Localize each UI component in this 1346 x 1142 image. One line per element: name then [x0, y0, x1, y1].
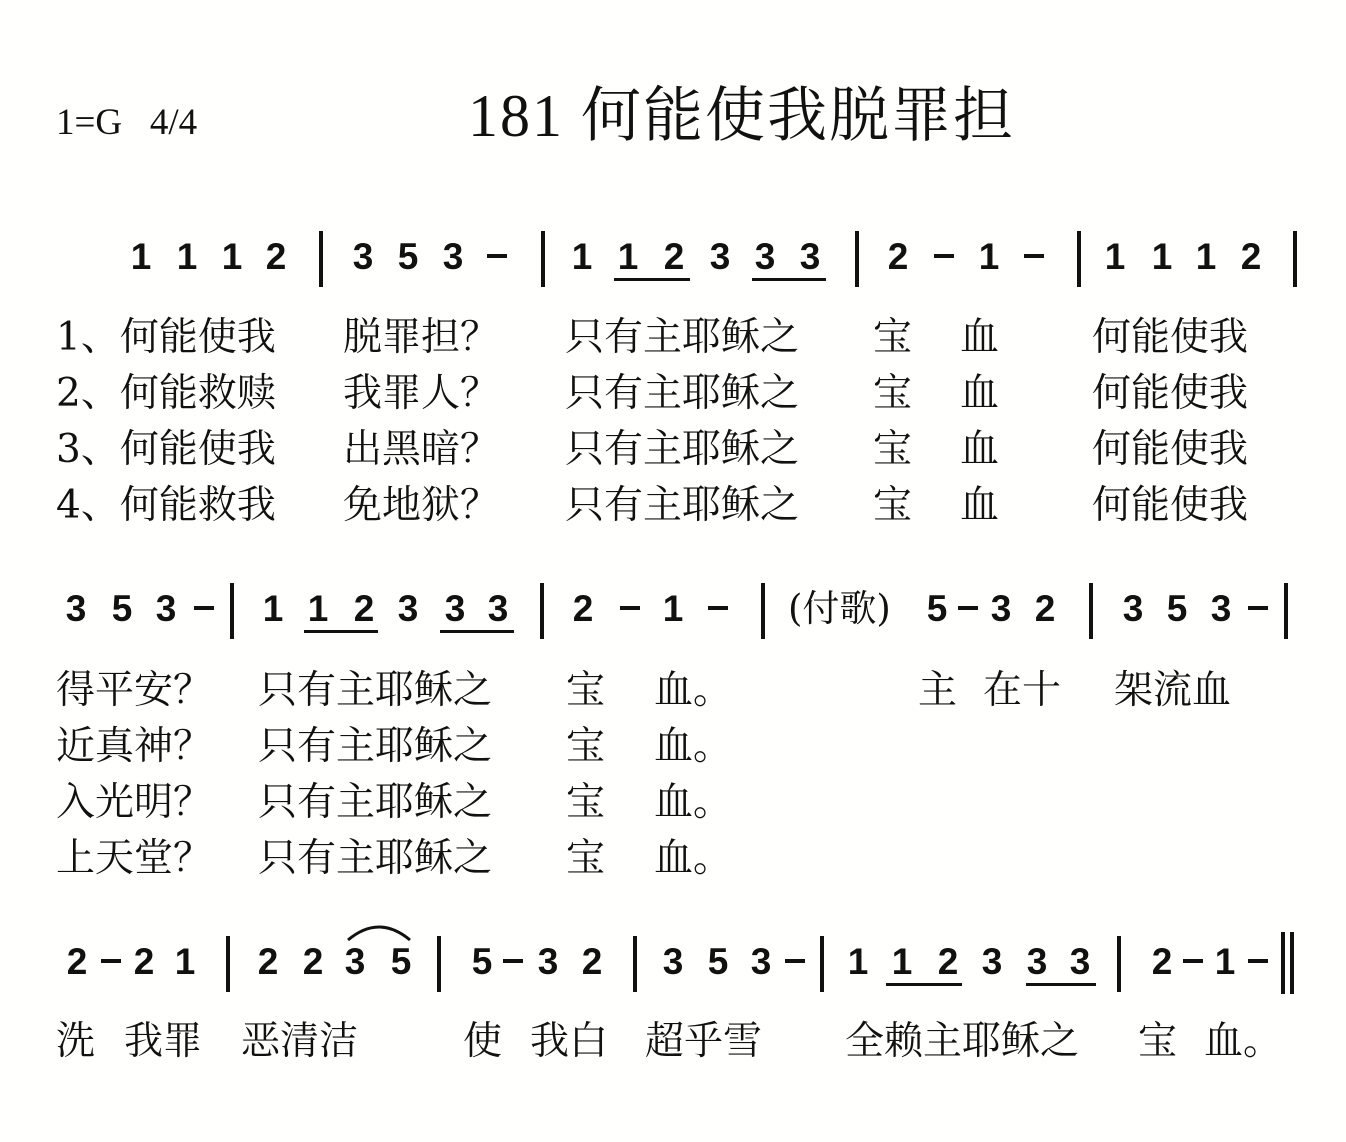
lyric: 入光明？ — [56, 780, 213, 825]
note: 1 — [978, 236, 1000, 277]
note: 2 — [1034, 588, 1056, 629]
dash-mark — [785, 959, 805, 963]
lyric: 主 — [918, 668, 958, 713]
barline — [1284, 583, 1288, 639]
lyric: 得平安？ — [56, 668, 213, 713]
lyric: 血。 — [654, 668, 733, 713]
note: 1 — [891, 941, 913, 982]
lyric: 使 — [463, 1019, 503, 1064]
lyric: 宝 — [873, 315, 913, 360]
note: 1 — [1195, 236, 1217, 277]
note: 5 — [1166, 588, 1188, 629]
note: 3 — [352, 236, 374, 277]
lyric: 宝 — [873, 427, 913, 472]
note: 2 — [353, 588, 375, 629]
lyric: 血。 — [1204, 1019, 1283, 1064]
note: 2 — [581, 941, 603, 982]
lyric: 宝 — [566, 724, 606, 769]
tie-mark — [344, 918, 414, 944]
barline — [820, 936, 824, 992]
note: 1 — [662, 588, 684, 629]
note: 2 — [66, 941, 88, 982]
dash-mark — [1248, 959, 1268, 963]
lyric: 宝 — [566, 780, 606, 825]
lyric: 血。 — [654, 724, 733, 769]
note: 1 — [174, 941, 196, 982]
lyric: 血 — [960, 315, 1000, 360]
note: 3 — [344, 941, 366, 982]
note: 2 — [302, 941, 324, 982]
note: 1 — [307, 588, 329, 629]
note: 3 — [442, 236, 464, 277]
lyric: 只有主耶稣之 — [565, 315, 800, 360]
note: 1 — [847, 941, 869, 982]
note: 3 — [1069, 941, 1091, 982]
note: 5 — [471, 941, 493, 982]
lyric: 架流血 — [1114, 668, 1232, 713]
underline — [614, 278, 690, 281]
underline — [886, 983, 962, 986]
lyric: 何能使我 — [1092, 371, 1249, 416]
lyric: 3、何能使我 — [56, 427, 276, 472]
barline — [1293, 231, 1297, 287]
barline — [1117, 936, 1121, 992]
barline — [540, 583, 544, 639]
note: 3 — [709, 236, 731, 277]
lyric: 宝 — [566, 668, 606, 713]
note: 1 — [176, 236, 198, 277]
note: 2 — [887, 236, 909, 277]
lyric: 宝 — [873, 483, 913, 528]
note: 3 — [990, 588, 1012, 629]
lyric: 只有主耶稣之 — [565, 427, 800, 472]
note: 2 — [257, 941, 279, 982]
key-and-time-signature — [56, 104, 197, 141]
lyric: 只有主耶稣之 — [565, 483, 800, 528]
note: 3 — [487, 588, 509, 629]
note: 3 — [1122, 588, 1144, 629]
note: 2 — [937, 941, 959, 982]
underline — [752, 278, 826, 281]
note: 3 — [397, 588, 419, 629]
underline — [304, 630, 378, 633]
note: 5 — [111, 588, 133, 629]
lyric: 血 — [960, 427, 1000, 472]
lyric: 血。 — [654, 836, 733, 881]
note: 2 — [572, 588, 594, 629]
note: 3 — [662, 941, 684, 982]
dash-mark — [1024, 254, 1044, 258]
lyric: 近真神？ — [56, 724, 213, 769]
note: 3 — [754, 236, 776, 277]
barline — [1077, 231, 1081, 287]
note: 3 — [1026, 941, 1048, 982]
note: 2 — [133, 941, 155, 982]
note: 2 — [1240, 236, 1262, 277]
underline — [1026, 983, 1096, 986]
note: 3 — [981, 941, 1003, 982]
final-barline — [1290, 932, 1294, 994]
lyric: 我白 — [530, 1019, 609, 1064]
refrain-label: (付歌) — [788, 587, 891, 630]
barline — [541, 231, 545, 287]
note: 1 — [262, 588, 284, 629]
note: 3 — [799, 236, 821, 277]
lyric: 宝 — [566, 836, 606, 881]
note: 5 — [926, 588, 948, 629]
barline — [1089, 583, 1093, 639]
lyric: 2、何能救赎 — [56, 371, 276, 416]
note: 2 — [1151, 941, 1173, 982]
dash-mark — [934, 254, 954, 258]
lyric: 宝 — [873, 371, 913, 416]
lyric: 何能使我 — [1092, 483, 1249, 528]
lyric: 在十 — [983, 668, 1062, 713]
lyric: 4、何能救我 — [56, 483, 276, 528]
dash-mark — [958, 606, 978, 610]
note: 1 — [617, 236, 639, 277]
note: 1 — [221, 236, 243, 277]
barline — [437, 936, 441, 992]
dash-mark — [620, 606, 640, 610]
barline — [855, 231, 859, 287]
note: 3 — [750, 941, 772, 982]
lyric: 只有主耶稣之 — [565, 371, 800, 416]
lyric: 1、何能使我 — [56, 315, 276, 360]
note: 2 — [265, 236, 287, 277]
note: 1 — [1151, 236, 1173, 277]
note: 1 — [1214, 941, 1236, 982]
lyric: 只有主耶稣之 — [258, 668, 493, 713]
note: 3 — [537, 941, 559, 982]
lyric: 血 — [960, 483, 1000, 528]
lyric: 全赖主耶稣之 — [845, 1019, 1080, 1064]
hymn-title: 181 何能使我脱罪担 — [468, 83, 1015, 149]
lyric: 血。 — [654, 780, 733, 825]
lyric: 免地狱？ — [343, 483, 500, 528]
note: 5 — [707, 941, 729, 982]
note: 5 — [390, 941, 412, 982]
note: 1 — [130, 236, 152, 277]
lyric: 只有主耶稣之 — [258, 724, 493, 769]
note: 3 — [444, 588, 466, 629]
final-barline — [1281, 932, 1285, 994]
note: 3 — [1210, 588, 1232, 629]
lyric: 何能使我 — [1092, 315, 1249, 360]
lyric: 宝 — [1138, 1019, 1178, 1064]
note: 1 — [571, 236, 593, 277]
time-signature: 4/4 — [149, 102, 198, 143]
dash-mark — [101, 959, 121, 963]
note: 3 — [65, 588, 87, 629]
lyric: 何能使我 — [1092, 427, 1249, 472]
dash-mark — [1248, 606, 1268, 610]
dash-mark — [503, 959, 523, 963]
barline — [226, 936, 230, 992]
note: 2 — [663, 236, 685, 277]
lyric: 恶清洁 — [241, 1019, 359, 1064]
key-signature: 1=G — [56, 102, 123, 143]
note: 1 — [1104, 236, 1126, 277]
lyric: 血 — [960, 371, 1000, 416]
barline — [761, 583, 765, 639]
lyric: 洗 — [56, 1019, 96, 1064]
dash-mark — [1183, 959, 1203, 963]
dash-mark — [708, 606, 728, 610]
barline — [230, 583, 234, 639]
lyric: 超乎雪 — [645, 1019, 763, 1064]
dash-mark — [487, 254, 507, 258]
dash-mark — [194, 606, 214, 610]
note: 5 — [397, 236, 419, 277]
lyric: 我罪人？ — [343, 371, 500, 416]
barline — [633, 936, 637, 992]
underline — [440, 630, 514, 633]
lyric: 我罪 — [124, 1019, 203, 1064]
lyric: 只有主耶稣之 — [258, 780, 493, 825]
note: 3 — [155, 588, 177, 629]
barline — [319, 231, 323, 287]
lyric: 上天堂？ — [56, 836, 213, 881]
lyric: 脱罪担？ — [343, 315, 500, 360]
lyric: 只有主耶稣之 — [258, 836, 493, 881]
lyric: 出黑暗？ — [343, 427, 500, 472]
